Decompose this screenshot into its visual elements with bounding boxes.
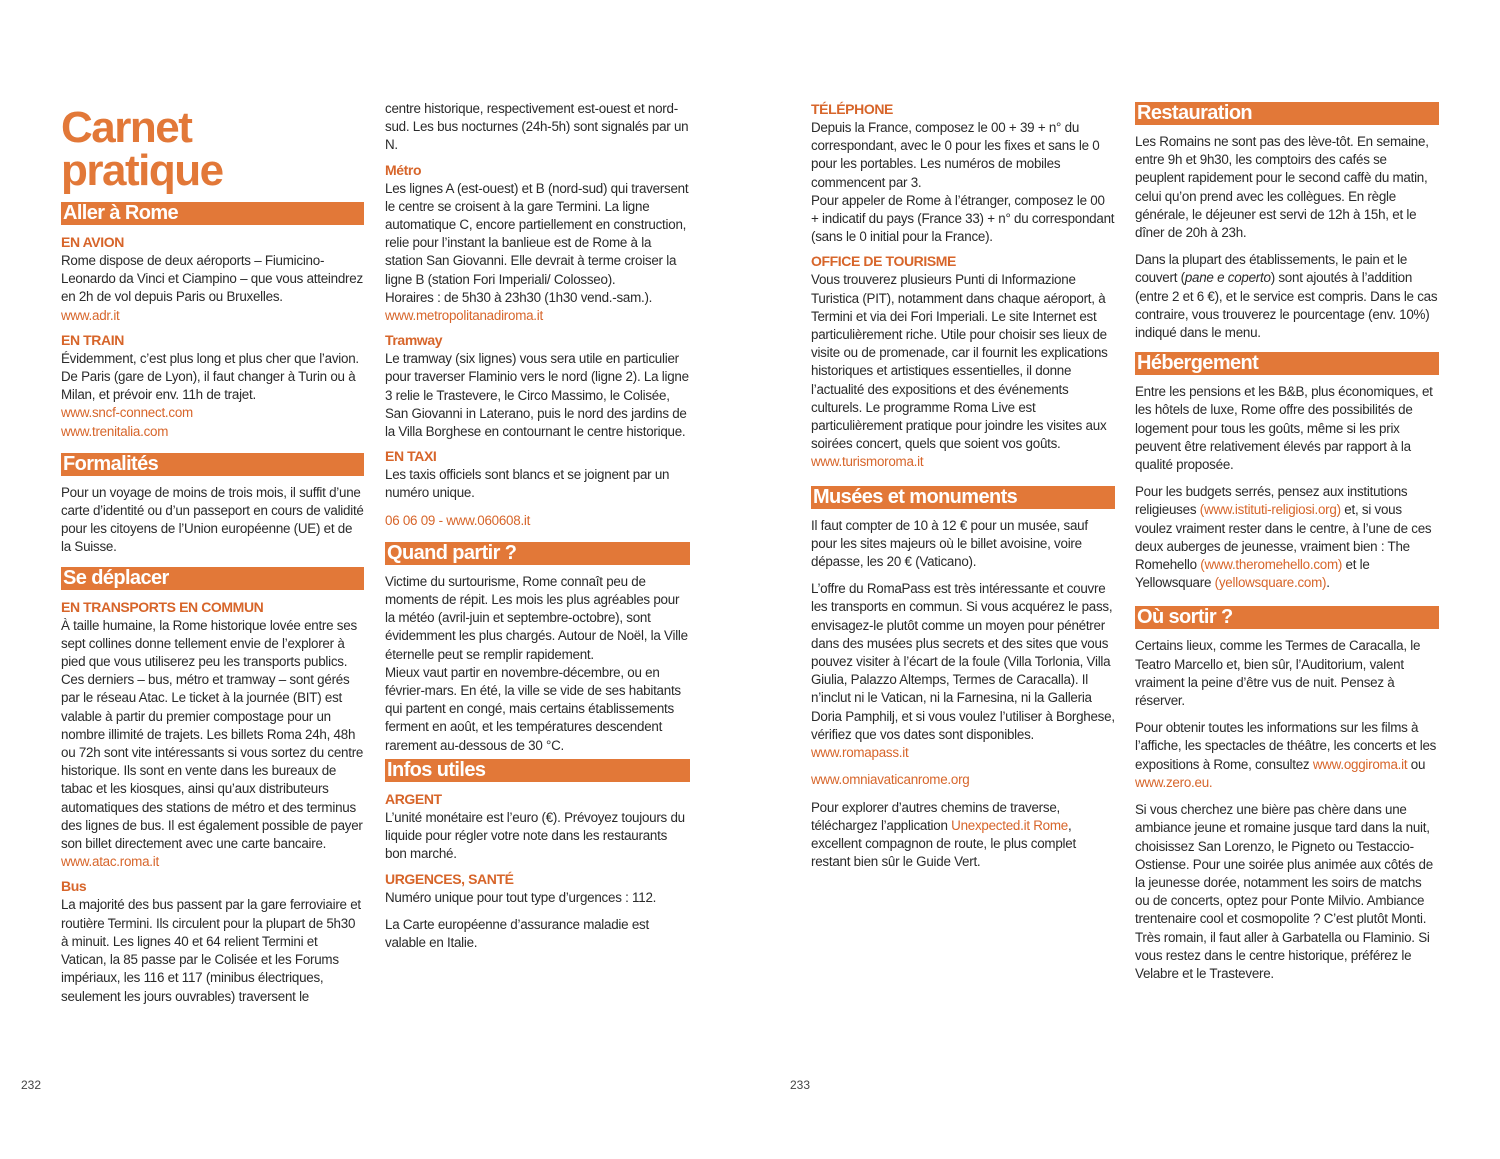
column-1 (61, 103, 364, 1006)
train-text: Évidemment, c’est plus long et plus cher que l’avion. De Paris (gare de Lyon), il faut changer à Turin ou à Milan, et prévoir env. 11h de trajet. (61, 350, 359, 403)
sortir-text-3: Si vous cherchez une bière pas chère dans une ambiance jeune et romaine jusque tard dans la nuit, choisissez San Lorenzo, le Pigneto ou Testaccio-Ostiense. Pour une soirée plus animée aux côtés de la jeunesse dorée, notamment les soirs de matchs ou de concerts, optez pour Ponte Milvio. Ambiance trentenaire cool et cosmopolite ? C’est plutôt Monti. Très romain, il faut aller à Garbatella ou Flaminio. Si vous restez dans le centre historique, préférez le Velabre et le Trastevere. (1135, 802, 1433, 981)
musees-link-romapass[interactable]: www.romapass.it (811, 745, 909, 761)
subhead-tramway: Tramway (385, 332, 443, 349)
sortir-link-zero[interactable]: www.zero.eu (1135, 774, 1209, 790)
restauration-text-2 (1135, 251, 1439, 342)
musees-text-1: Il faut compter de 10 à 12 € pour un musée, sauf pour les sites majeurs où le billet avoisine, voire dépasse, les 20 € (Vaticano). (811, 517, 1088, 570)
title-line-2: pratique (61, 146, 223, 195)
heberg-link-istituti[interactable]: (www.istituti-religiosi.org) (1199, 502, 1341, 518)
section-banner-quand: Quand partir ? (385, 542, 690, 565)
subhead-urgences: URGENCES, SANTÉ (385, 870, 514, 887)
section-banner-hebergement: Hébergement (1135, 352, 1439, 375)
musees-text-2: L’offre du RomaPass est très intéressante et couvre les transports en commun. Si vous acquérez le pass, envisagez-le plutôt comme un moyen pour pénétrer dans des musées plus secrets et des sites que vous pouvez visiter à l’écart de la foule (Villa Torlonia, Villa Giulia, Palazzo Altemps, Termes de Caracalla). Il n’inclut ni le Vatican, ni la Farnesina, ni la Galleria Doria Pamphilj, et si vous voulez l’utiliser à Borghese, vérifiez que vos dates sont disponibles. (811, 581, 1115, 742)
resto-pre: Dans la plupart des établissements, le pain et le couvert ( (1135, 252, 1408, 286)
subhead-office: OFFICE DE TOURISME (811, 253, 956, 270)
heberg-link-yellowsquare[interactable]: (yellowsquare.com) (1214, 575, 1327, 591)
sortir-ou: ou (1407, 756, 1426, 772)
tramway-text: Le tramway (six lignes) vous sera utile en particulier pour traverser Flaminio vers le nord (ligne 2). La ligne 3 relie le Trastevere, le Circo Massimo, le Colisée, San Giovanni in Laterano, puis le nord des jardins de la Villa Borghese en contournant le centre historique. (385, 351, 689, 440)
subhead-avion: EN AVION (61, 234, 124, 250)
page-title (61, 103, 364, 195)
office-link[interactable]: www.turismoroma.it (811, 454, 924, 470)
metro-hours: Horaires : de 5h30 à 23h30 (1h30 vend.-sam.). (385, 289, 653, 305)
urgences-text-2: La Carte européenne d’assurance maladie est valable en Italie. (385, 916, 649, 950)
resto-post: ) sont ajoutés à l’addition (entre 2 et 6 €), et le service est compris. Dans le cas contraire, vous trouverez le pourcentage (env. 10%) indiqué dans le menu. (1135, 270, 1438, 341)
section-banner-restauration: Restauration (1135, 102, 1439, 125)
office-text: Vous trouverez plusieurs Punti di Informazione Turistica (PIT), notamment dans chaque aéroport, à Termini et via dei Fori Imperiali. Le site Internet est particulièrement riche. Utile pour choisir ses lieux de visite ou de promenade, car il fournit les explications historiques et artistiques essentielles, il donne l’actualité des expositions et des événements culturels. Le programme Roma Live est particulièrement pratique pour joindre les visites aux soirées concert, quels que soient vos goûts. (811, 272, 1108, 452)
sortir-text-2 (1135, 719, 1439, 792)
avion-text: Rome dispose de deux aéroports – Fiumicino-Leonardo da Vinci et Ciampino – que vous atteindrez en 2h de vol depuis Paris ou Bruxelles. (61, 253, 363, 305)
heberg-t2d: . (1326, 575, 1330, 591)
metro-text: Les lignes A (est-ouest) et B (nord-sud) qui traversent le centre se croisent à la gare Termini. La ligne automatique C, encore partiellement en construction, relie pour l’instant la banlieue est de Rome à la station San Giovanni. Elle devrait à terme croiser la ligne B (station Fori Imperiali/ Colosseo). (385, 180, 689, 287)
restauration-text-1: Les Romains ne sont pas des lève-tôt. En semaine, entre 9h et 9h30, les comptoirs des cafés se peuplent rapidement pour le second caffè du matin, celui qu’on prend avec les collègues. En règle générale, le déjeuner est servi de 12h à 15h, et le dîner de 20h à 23h. (1135, 134, 1429, 241)
taxi-link[interactable]: 06 06 09 - www.060608.it (385, 512, 531, 528)
column-4 (1135, 102, 1439, 983)
argent-text: L’unité monétaire est l’euro (€). Prévoyez toujours du liquide pour régler votre note dans les restaurants bon marché. (385, 809, 685, 862)
explorer-text (811, 799, 1115, 872)
taxi-text: Les taxis officiels sont blancs et se joignent par un numéro unique. (385, 467, 670, 501)
title-line-1: Carnet (61, 103, 192, 152)
musees-link-omnia[interactable]: www.omniavaticanrome.org (811, 772, 970, 788)
page-number-left: 232 (21, 1078, 42, 1092)
heberg-t2c: et le Yellowsquare (1135, 557, 1370, 591)
section-banner-aller: Aller à Rome (61, 202, 364, 225)
heberg-t2a: Pour les budgets serrés, pensez aux institutions religieuses (1135, 484, 1408, 518)
section-banner-sortir: Où sortir ? (1135, 606, 1439, 629)
subhead-metro: Métro (385, 161, 422, 178)
formalites-text: Pour un voyage de moins de trois mois, il suffit d’une carte d’identité ou d’un passeport en cours de validité pour les citoyens de l’Union européenne (UE) et de la Suisse. (61, 484, 364, 555)
resto-italic: pane e coperto (1184, 270, 1271, 286)
train-link-sncf[interactable]: www.sncf-connect.com (61, 405, 193, 421)
subhead-telephone: TÉLÉPHONE (811, 101, 893, 117)
bus-text-continued: centre historique, respectivement est-ouest et nord-sud. Les bus nocturnes (24h-5h) sont signalés par un N. (385, 101, 689, 153)
section-banner-infos: Infos utiles (385, 759, 690, 782)
subhead-bus: Bus (61, 878, 87, 895)
subhead-taxi: EN TAXI (385, 448, 437, 465)
explorer-pre: Pour explorer d’autres chemins de traverse, téléchargez l’application (811, 799, 1061, 833)
telephone-text-2: Pour appeler de Rome à l’étranger, composez le 00 + indicatif du pays (France 33) + n° du correspondant (sans le 0 initial pour la France). (811, 192, 1115, 245)
section-banner-formalites: Formalités (61, 453, 364, 476)
transports-link[interactable]: www.atac.roma.it (61, 854, 159, 870)
telephone-text-1: Depuis la France, composez le 00 + 39 + n° du correspondant, avec le 0 pour les fixes et sans le 0 pour les portables. Les numéros de mobiles commencent par 3. (811, 120, 1100, 190)
explorer-post: , excellent compagnon de route, le plus complet restant bien sûr le Guide Vert. (811, 817, 1076, 870)
explorer-app-link[interactable]: Unexpected.it Rome (951, 817, 1068, 833)
section-banner-deplacer: Se déplacer (61, 567, 364, 590)
train-link-trenitalia[interactable]: www.trenitalia.com (61, 423, 169, 439)
bus-text: La majorité des bus passent par la gare ferroviaire et routière Termini. Ils circulent pour la plupart de 5h30 à minuit. Les lignes 40 et 64 relient Termini et Vatican, la 85 passe par le Colisée et les Forums impériaux, les 116 et 117 (minibus électriques, seulement les jours ouvrables) traversent le (61, 897, 361, 1004)
transports-text: À taille humaine, la Rome historique lovée entre ses sept collines donne tellement envie de l’explorer à pied que vous utiliserez peu les transports publics. Ces derniers – bus, métro et tramway – sont gérés par le réseau Atac. Le ticket à la journée (BIT) est valable à partir du premier compostage pour un nombre illimité de trajets. Les billets Roma 24h, 48h ou 72h sont vite intéressants si vous sortez du centre historique. Ils sont en vente dans les bureaux de tabac et les kiosques, ainsi qu’aux distributeurs automatiques des stations de métro et des terminus des lignes de bus. Il est également possible de payer son billet directement avec une carte bancaire. (61, 617, 364, 852)
hebergement-text-1: Entre les pensions et les B&B, plus économiques, et les hôtels de luxe, Rome offre des possibilités de logement pour tous les goûts, même si les prix peuvent être relativement élevés par rapport à la qualité proposée. (1135, 384, 1433, 473)
urgences-text-1: Numéro unique pour tout type d’urgences : 112. (385, 889, 657, 905)
avion-link[interactable]: www.adr.it (61, 307, 120, 323)
subhead-argent: ARGENT (385, 790, 442, 807)
sortir-link-oggiroma[interactable]: www.oggiroma.it (1312, 756, 1408, 772)
subhead-train: EN TRAIN (61, 331, 124, 348)
quand-text-1: Victime du surtourisme, Rome connaît peu de moments de répit. Les mois les plus agréables pour la météo (avril-juin et septembre-octobre), sont évidemment les plus chargés. Autour de Noël, la Ville éternelle peut se remplir rapidement. (385, 573, 688, 662)
sortir-t2: Pour obtenir toutes les informations sur les films à l’affiche, les spectacles de théâtre, les concerts et les expositions à Rome, consultez (1135, 720, 1437, 772)
hebergement-text-2 (1135, 483, 1439, 592)
sortir-text-1: Certains lieux, comme les Termes de Caracalla, le Teatro Marcello et, bien sûr, l’Auditorium, valent vraiment la peine d’être vus de nuit. Pensez à réserver. (1135, 638, 1421, 709)
column-3 (811, 100, 1115, 871)
heberg-t2b: et, si vous voulez vraiment rester dans le centre, à l’une de ces deux auberges de jeunesse, vraiment bien : The Romehello (1135, 502, 1432, 573)
quand-text-2: Mieux vaut partir en novembre-décembre, ou en février-mars. En été, la ville se vide de ses habitants qui partent en congé, mais certains établissements ferment en août, et les températures descendent rarement au-dessous de 30 °C. (385, 664, 681, 753)
column-2 (385, 100, 690, 952)
sortir-dot: . (1208, 774, 1213, 790)
metro-link[interactable]: www.metropolitanadiroma.it (385, 308, 543, 324)
page-number-right: 233 (790, 1078, 811, 1092)
heberg-link-romehello[interactable]: (www.theromehello.com) (1200, 557, 1343, 573)
subhead-transports: EN TRANSPORTS EN COMMUN (61, 598, 264, 615)
section-banner-musees: Musées et monuments (811, 486, 1115, 509)
